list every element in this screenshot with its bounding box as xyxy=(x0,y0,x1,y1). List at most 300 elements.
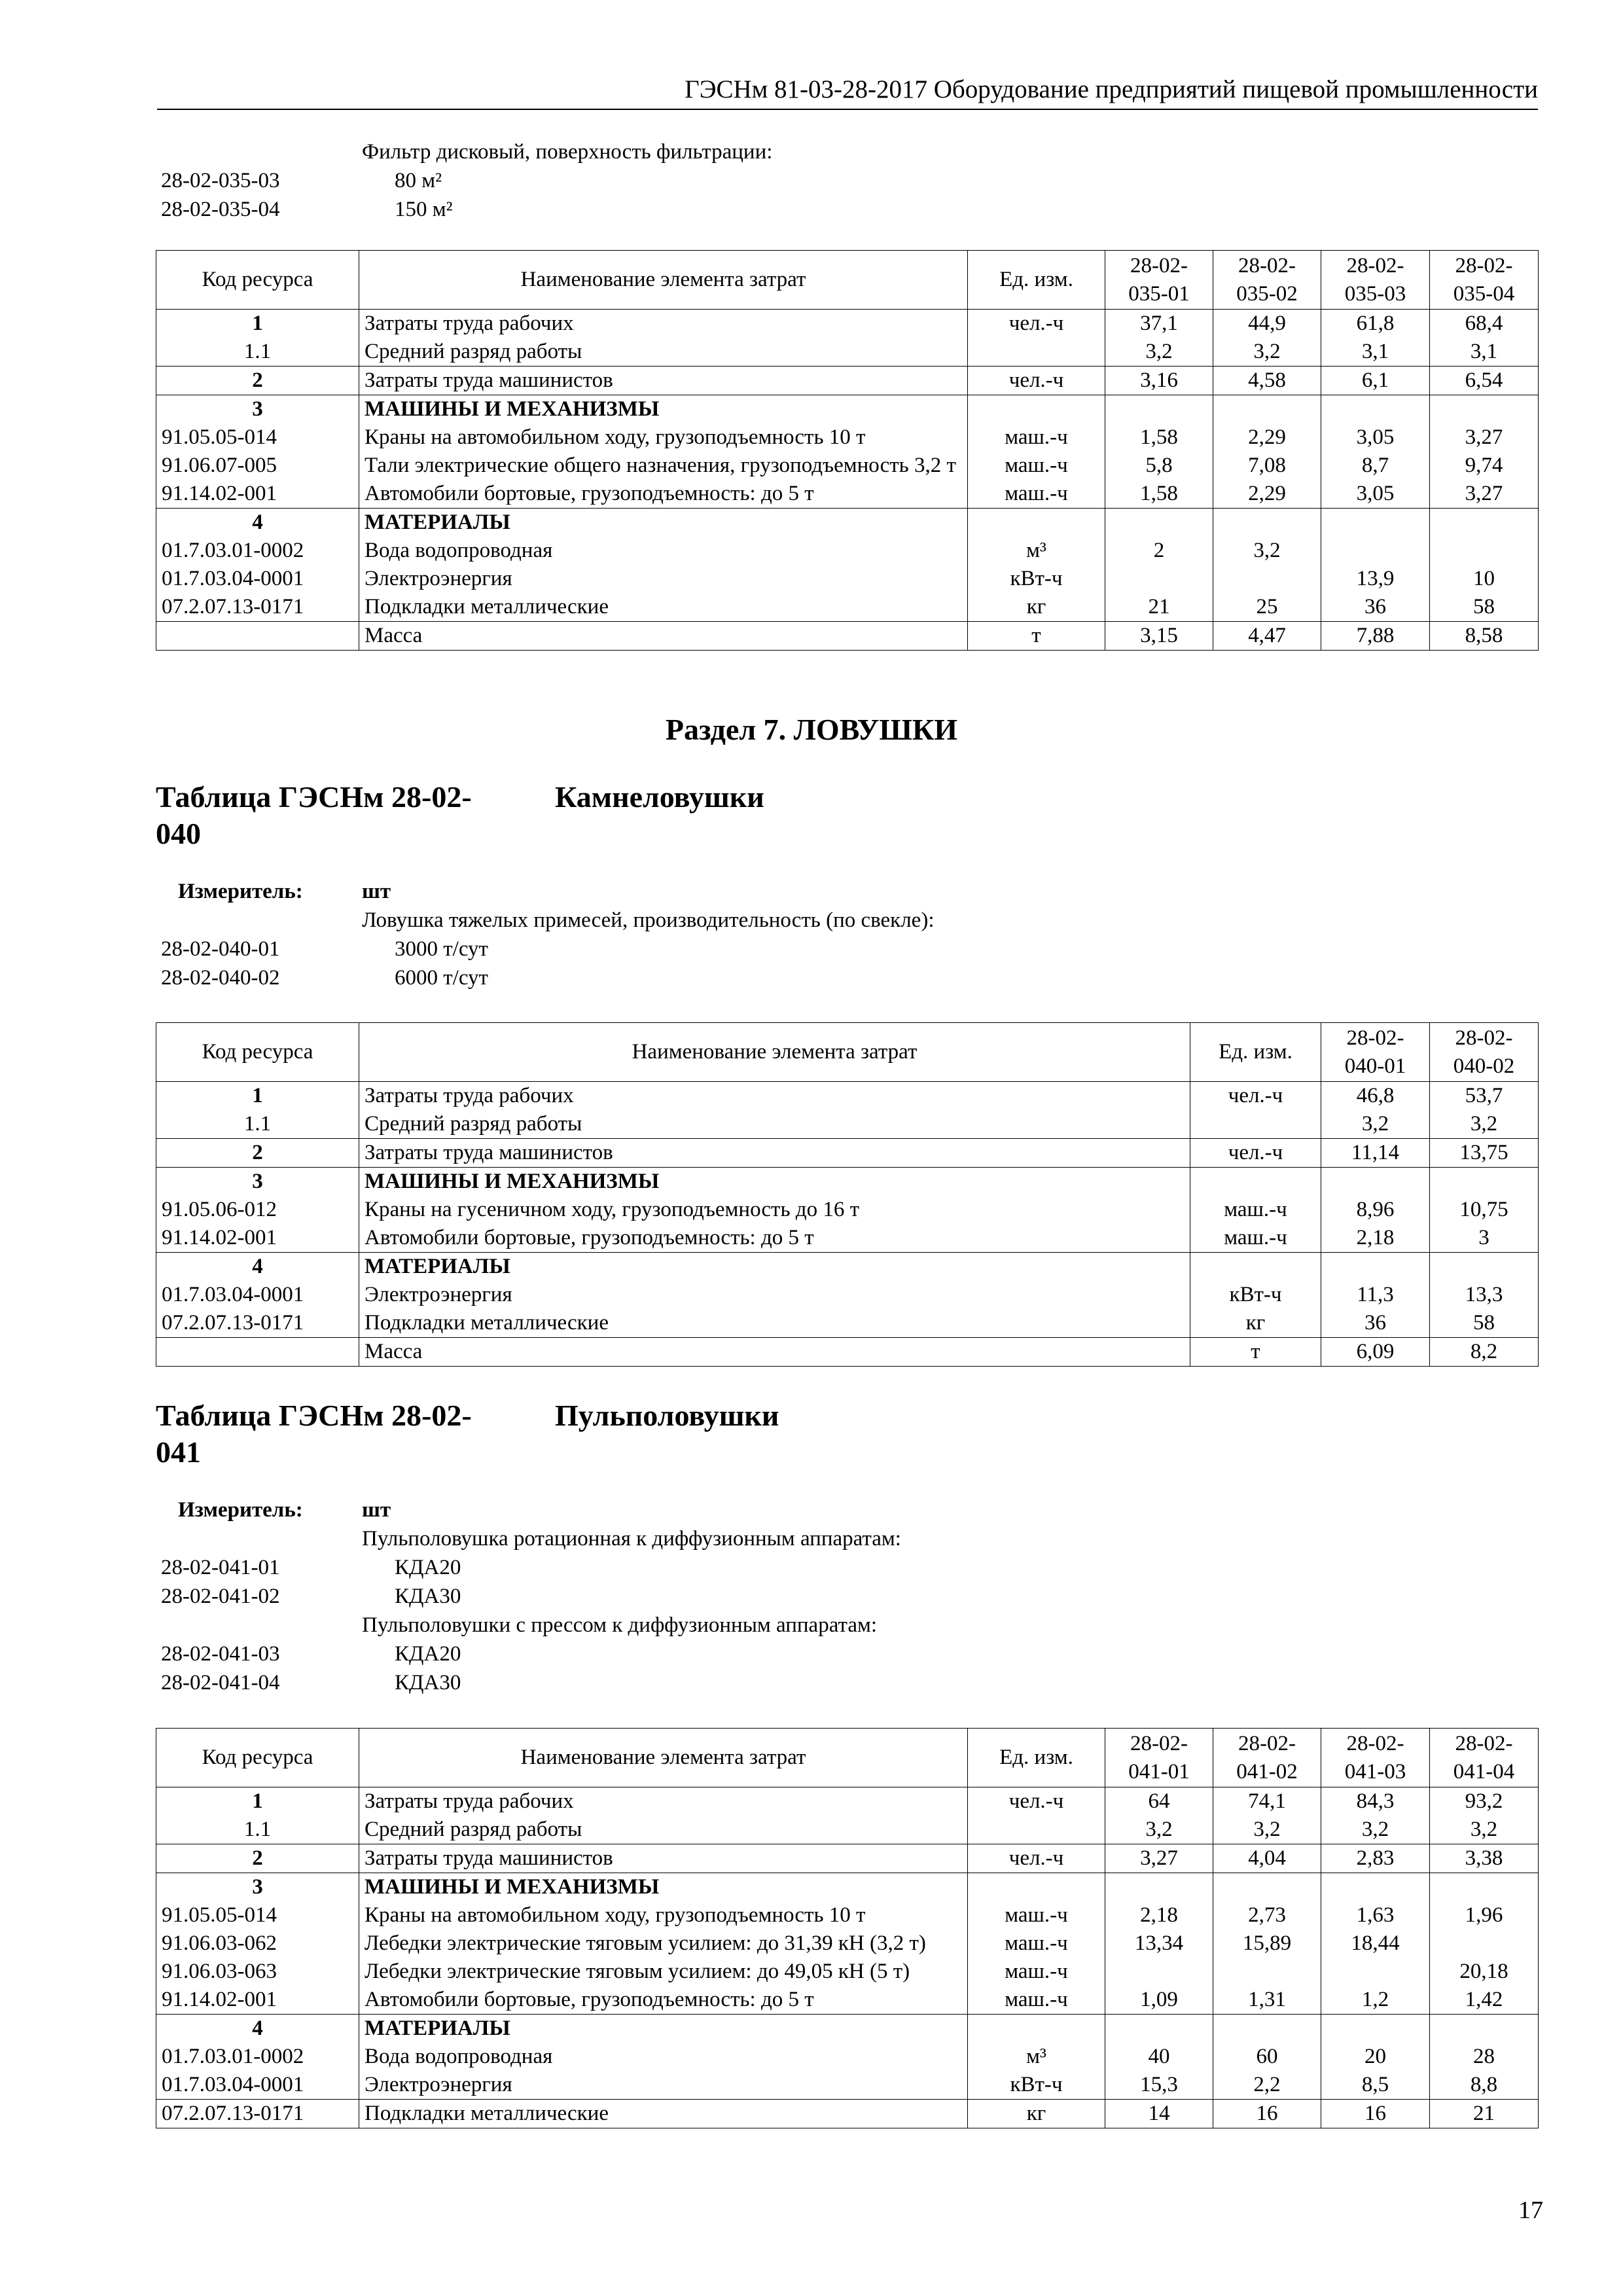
cell-code: 91.14.02-001 xyxy=(156,1986,359,2015)
spec-intro: Фильтр дисковый, поверхность фильтрации: xyxy=(362,140,773,164)
cell-value: 3,27 xyxy=(1105,1844,1213,1873)
cell-name: Затраты труда машинистов xyxy=(359,367,968,395)
cell-value: 21 xyxy=(1430,2100,1539,2128)
cell-name: МАТЕРИАЛЫ xyxy=(359,2015,968,2043)
cell-value: 18,44 xyxy=(1321,1929,1430,1958)
cell-name: Электроэнергия xyxy=(359,2071,968,2100)
table-row xyxy=(156,1338,1539,1367)
page-number: 17 xyxy=(1518,2197,1543,2224)
cell-value: 3,27 xyxy=(1430,423,1539,452)
cell-value: 1,31 xyxy=(1213,1986,1321,2015)
col-value-header: 28-02- 035-01 xyxy=(1105,251,1213,310)
cell-name: Краны на гусеничном ходу, грузоподъемность до 16 т xyxy=(359,1196,1190,1224)
cell-name: Лебедки электрические тяговым усилием: до 49,05 кН (5 т) xyxy=(359,1958,968,1986)
cell-unit: кВт-ч xyxy=(968,2071,1105,2100)
table-row xyxy=(156,1082,1539,1111)
cell-value: 1,42 xyxy=(1430,1986,1539,2015)
spec-code: 28-02-040-01 xyxy=(161,937,280,961)
cell-value: 53,7 xyxy=(1430,1082,1539,1111)
cell-name: Подкладки металлические xyxy=(359,593,968,622)
cell-value: 1,2 xyxy=(1321,1986,1430,2015)
cell-unit: чел.-ч xyxy=(968,1787,1105,1816)
cell-value xyxy=(1321,1253,1430,1282)
cell-value: 36 xyxy=(1321,593,1430,622)
cell-value: 2,83 xyxy=(1321,1844,1430,1873)
cell-value: 3,2 xyxy=(1213,1816,1321,1844)
col-name-header: Наименование элемента затрат xyxy=(359,1729,968,1787)
cell-value xyxy=(1321,395,1430,424)
cell-unit: кВт-ч xyxy=(968,565,1105,593)
col-unit-header: Ед. изм. xyxy=(968,1729,1105,1787)
table-row xyxy=(156,480,1539,509)
col-value-header: 28-02- 041-02 xyxy=(1213,1729,1321,1787)
cell-name: Затраты труда рабочих xyxy=(359,310,968,338)
cell-value: 3,05 xyxy=(1321,423,1430,452)
cell-code: 1 xyxy=(156,1787,359,1816)
col-name-header: Наименование элемента затрат xyxy=(359,1023,1190,1082)
cell-unit: маш.-ч xyxy=(1190,1196,1321,1224)
cell-code: 91.14.02-001 xyxy=(156,1224,359,1253)
table-row xyxy=(156,1986,1539,2015)
cell-name: МАТЕРИАЛЫ xyxy=(359,1253,1190,1282)
cell-value xyxy=(1105,2015,1213,2043)
cell-unit: маш.-ч xyxy=(968,452,1105,480)
cell-value: 3,15 xyxy=(1105,622,1213,651)
cell-code: 2 xyxy=(156,1844,359,1873)
cell-value: 68,4 xyxy=(1430,310,1539,338)
cell-code: 4 xyxy=(156,2015,359,2043)
cell-value: 46,8 xyxy=(1321,1082,1430,1111)
cell-value: 8,7 xyxy=(1321,452,1430,480)
cell-name: МАШИНЫ И МЕХАНИЗМЫ xyxy=(359,1873,968,1902)
table-row xyxy=(156,509,1539,537)
cell-value: 3,2 xyxy=(1105,1816,1213,1844)
table-row xyxy=(156,1139,1539,1168)
cell-name: Автомобили бортовые, грузоподъемность: до 5 т xyxy=(359,1986,968,2015)
table-row xyxy=(156,1844,1539,1873)
cell-code xyxy=(156,622,359,651)
cell-value xyxy=(1321,1873,1430,1902)
cell-code: 91.05.05-014 xyxy=(156,423,359,452)
cell-name: Краны на автомобильном ходу, грузоподъемность 10 т xyxy=(359,1901,968,1929)
table-row xyxy=(156,367,1539,395)
cell-value: 58 xyxy=(1430,1309,1539,1338)
cell-value: 2,29 xyxy=(1213,423,1321,452)
cell-value: 3,2 xyxy=(1213,537,1321,565)
cell-name: Затраты труда машинистов xyxy=(359,1139,1190,1168)
cell-unit: маш.-ч xyxy=(968,1901,1105,1929)
spec-code: 28-02-040-02 xyxy=(161,966,280,990)
table-name: Пульполовушки xyxy=(555,1399,779,1432)
spec-text: 3000 т/сут xyxy=(395,937,488,961)
cell-unit xyxy=(968,1816,1105,1844)
cell-unit: кг xyxy=(968,2100,1105,2128)
cell-code: 1 xyxy=(156,310,359,338)
spec-code: 28-02-035-03 xyxy=(161,169,280,192)
table-row xyxy=(156,1281,1539,1309)
table-number: Таблица ГЭСНм 28-02- 041 xyxy=(156,1399,472,1469)
measure-label: Измеритель: xyxy=(178,1498,303,1522)
cell-name: Автомобили бортовые, грузоподъемность: до 5 т xyxy=(359,480,968,509)
cell-value xyxy=(1430,1873,1539,1902)
spec-code: 28-02-041-03 xyxy=(161,1642,280,1666)
cell-name: Масса xyxy=(359,1338,1190,1367)
cell-value: 21 xyxy=(1105,593,1213,622)
cell-value: 64 xyxy=(1105,1787,1213,1816)
spec-text: КДА20 xyxy=(395,1642,461,1666)
table-name: Камнеловушки xyxy=(555,780,764,814)
cell-value xyxy=(1430,395,1539,424)
table-row xyxy=(156,2015,1539,2043)
spec-041 xyxy=(156,1496,1538,1697)
col-code-header: Код ресурса xyxy=(156,251,359,310)
cell-name: Электроэнергия xyxy=(359,565,968,593)
cell-value: 2,18 xyxy=(1105,1901,1213,1929)
cell-value: 13,75 xyxy=(1430,1139,1539,1168)
cell-name: Затраты труда машинистов xyxy=(359,1844,968,1873)
cell-code: 4 xyxy=(156,1253,359,1282)
cell-unit: маш.-ч xyxy=(1190,1224,1321,1253)
cell-value: 6,09 xyxy=(1321,1338,1430,1367)
cell-unit xyxy=(968,2015,1105,2043)
cell-name: Средний разряд работы xyxy=(359,1110,1190,1139)
cell-unit: кг xyxy=(1190,1309,1321,1338)
cell-unit xyxy=(968,1873,1105,1902)
cell-value xyxy=(1430,2015,1539,2043)
spec-code: 28-02-041-01 xyxy=(161,1556,280,1579)
cell-value: 2,2 xyxy=(1213,2071,1321,2100)
table-number: Таблица ГЭСНм 28-02- 040 xyxy=(156,780,472,850)
cell-unit: м³ xyxy=(968,537,1105,565)
cell-code: 07.2.07.13-0171 xyxy=(156,1309,359,1338)
col-value-header: 28-02- 040-01 xyxy=(1321,1023,1430,1082)
cell-unit: маш.-ч xyxy=(968,480,1105,509)
cell-value: 2,29 xyxy=(1213,480,1321,509)
cell-code: 91.06.07-005 xyxy=(156,452,359,480)
table-row xyxy=(156,2100,1539,2128)
table-row xyxy=(156,622,1539,651)
measure-value: шт xyxy=(362,880,391,903)
cell-unit xyxy=(968,395,1105,424)
cell-code: 07.2.07.13-0171 xyxy=(156,593,359,622)
table-row xyxy=(156,1224,1539,1253)
cell-name: МАШИНЫ И МЕХАНИЗМЫ xyxy=(359,395,968,424)
cell-name: Вода водопроводная xyxy=(359,537,968,565)
cell-unit xyxy=(968,338,1105,367)
cell-value: 3,2 xyxy=(1430,1110,1539,1139)
cell-code: 91.06.03-063 xyxy=(156,1958,359,1986)
cell-value: 2,73 xyxy=(1213,1901,1321,1929)
spec-code: 28-02-041-02 xyxy=(161,1585,280,1608)
cell-code xyxy=(156,1338,359,1367)
table-row xyxy=(156,1196,1539,1224)
cell-value: 6,54 xyxy=(1430,367,1539,395)
cell-unit: маш.-ч xyxy=(968,423,1105,452)
cell-value: 61,8 xyxy=(1321,310,1430,338)
cell-unit: чел.-ч xyxy=(968,1844,1105,1873)
cell-value: 5,8 xyxy=(1105,452,1213,480)
cell-unit: т xyxy=(968,622,1105,651)
cell-unit: чел.-ч xyxy=(1190,1082,1321,1111)
cell-value xyxy=(1105,1873,1213,1902)
cell-value: 10 xyxy=(1430,565,1539,593)
cell-unit: т xyxy=(1190,1338,1321,1367)
cell-value xyxy=(1213,2015,1321,2043)
col-value-header: 28-02- 041-03 xyxy=(1321,1729,1430,1787)
cell-value: 8,58 xyxy=(1430,622,1539,651)
col-value-header: 28-02- 041-04 xyxy=(1430,1729,1539,1787)
cell-name: Подкладки металлические xyxy=(359,1309,1190,1338)
col-code-header: Код ресурса xyxy=(156,1729,359,1787)
cell-value: 3,2 xyxy=(1213,338,1321,367)
table-row xyxy=(156,310,1539,338)
cell-value: 9,74 xyxy=(1430,452,1539,480)
cell-value: 3,2 xyxy=(1430,1816,1539,1844)
cell-value: 4,04 xyxy=(1213,1844,1321,1873)
cell-value: 74,1 xyxy=(1213,1787,1321,1816)
table-row xyxy=(156,1958,1539,1986)
cell-value: 11,3 xyxy=(1321,1281,1430,1309)
cell-value xyxy=(1430,509,1539,537)
cell-code: 3 xyxy=(156,395,359,424)
cell-value: 16 xyxy=(1321,2100,1430,2128)
cell-value xyxy=(1105,509,1213,537)
cell-code: 1 xyxy=(156,1082,359,1111)
cell-unit: чел.-ч xyxy=(968,310,1105,338)
cell-value: 93,2 xyxy=(1430,1787,1539,1816)
table-row xyxy=(156,1253,1539,1282)
cell-value: 13,34 xyxy=(1105,1929,1213,1958)
spec-text: КДА20 xyxy=(395,1556,461,1579)
cell-value: 8,8 xyxy=(1430,2071,1539,2100)
cell-name: МАШИНЫ И МЕХАНИЗМЫ xyxy=(359,1168,1190,1196)
cell-value xyxy=(1430,1168,1539,1196)
cell-unit: маш.-ч xyxy=(968,1929,1105,1958)
spec-text: 150 м² xyxy=(395,198,453,221)
cell-name: Подкладки металлические xyxy=(359,2100,968,2128)
cell-code: 01.7.03.04-0001 xyxy=(156,1281,359,1309)
cell-value: 2,18 xyxy=(1321,1224,1430,1253)
cell-value: 8,96 xyxy=(1321,1196,1430,1224)
cell-value: 15,89 xyxy=(1213,1929,1321,1958)
cell-name: Тали электрические общего назначения, грузоподъемность 3,2 т xyxy=(359,452,968,480)
cell-value: 1,63 xyxy=(1321,1901,1430,1929)
cell-value xyxy=(1321,1168,1430,1196)
table-row xyxy=(156,1901,1539,1929)
cell-code: 07.2.07.13-0171 xyxy=(156,2100,359,2128)
spec-text: 80 м² xyxy=(395,169,442,192)
cell-code: 4 xyxy=(156,509,359,537)
cell-value: 1,58 xyxy=(1105,480,1213,509)
cell-name: Затраты труда рабочих xyxy=(359,1787,968,1816)
cell-value: 14 xyxy=(1105,2100,1213,2128)
cell-code: 91.14.02-001 xyxy=(156,480,359,509)
table-row xyxy=(156,395,1539,424)
cell-value: 1,09 xyxy=(1105,1986,1213,2015)
cell-unit: кг xyxy=(968,593,1105,622)
cell-value: 16 xyxy=(1213,2100,1321,2128)
cell-code: 1.1 xyxy=(156,1110,359,1139)
col-code-header: Код ресурса xyxy=(156,1023,359,1082)
spec-text: 6000 т/сут xyxy=(395,966,488,990)
cell-value: 3,1 xyxy=(1321,338,1430,367)
cell-unit: кВт-ч xyxy=(1190,1281,1321,1309)
table-title-040 xyxy=(156,779,764,852)
cell-value: 10,75 xyxy=(1430,1196,1539,1224)
table-title-041 xyxy=(156,1397,779,1471)
cell-code: 2 xyxy=(156,1139,359,1168)
cell-value: 15,3 xyxy=(1105,2071,1213,2100)
cell-code: 2 xyxy=(156,367,359,395)
cell-value: 1,58 xyxy=(1105,423,1213,452)
cell-value: 58 xyxy=(1430,593,1539,622)
cell-code: 91.06.03-062 xyxy=(156,1929,359,1958)
resource-table-035 xyxy=(156,250,1539,651)
spec-text: КДА30 xyxy=(395,1585,461,1608)
cell-code: 1.1 xyxy=(156,1816,359,1844)
cell-value: 11,14 xyxy=(1321,1139,1430,1168)
spec-intro: Ловушка тяжелых примесей, производительность (по свекле): xyxy=(362,908,935,932)
measure-label: Измеритель: xyxy=(178,880,303,903)
col-name-header: Наименование элемента затрат xyxy=(359,251,968,310)
cell-value: 60 xyxy=(1213,2043,1321,2071)
cell-value: 40 xyxy=(1105,2043,1213,2071)
table-row xyxy=(156,537,1539,565)
cell-value: 36 xyxy=(1321,1309,1430,1338)
cell-value: 3,1 xyxy=(1430,338,1539,367)
table-row xyxy=(156,338,1539,367)
cell-value: 44,9 xyxy=(1213,310,1321,338)
spec-intro: Пульполовушка ротационная к диффузионным аппаратам: xyxy=(362,1527,901,1551)
cell-unit xyxy=(968,509,1105,537)
section-title: Раздел 7. ЛОВУШКИ xyxy=(665,713,958,746)
cell-code: 01.7.03.01-0002 xyxy=(156,537,359,565)
cell-name: Вода водопроводная xyxy=(359,2043,968,2071)
col-unit-header: Ед. изм. xyxy=(1190,1023,1321,1082)
measure-value: шт xyxy=(362,1498,391,1522)
cell-value: 20 xyxy=(1321,2043,1430,2071)
col-value-header: 28-02- 035-04 xyxy=(1430,251,1539,310)
cell-value: 3,2 xyxy=(1321,1110,1430,1139)
cell-value xyxy=(1213,1873,1321,1902)
cell-value xyxy=(1105,395,1213,424)
cell-value: 3,16 xyxy=(1105,367,1213,395)
col-value-header: 28-02- 041-01 xyxy=(1105,1729,1213,1787)
spec-intro: Пульполовушки с прессом к диффузионным аппаратам: xyxy=(362,1613,878,1637)
cell-value xyxy=(1430,1929,1539,1958)
cell-value: 8,2 xyxy=(1430,1338,1539,1367)
cell-name: Масса xyxy=(359,622,968,651)
cell-value xyxy=(1321,537,1430,565)
cell-unit: м³ xyxy=(968,2043,1105,2071)
cell-value: 2 xyxy=(1105,537,1213,565)
cell-unit: маш.-ч xyxy=(968,1986,1105,2015)
cell-value xyxy=(1430,537,1539,565)
cell-code: 1.1 xyxy=(156,338,359,367)
cell-unit xyxy=(1190,1110,1321,1139)
spec-code: 28-02-035-04 xyxy=(161,198,280,221)
table-row xyxy=(156,565,1539,593)
cell-value: 4,47 xyxy=(1213,622,1321,651)
table-row xyxy=(156,423,1539,452)
cell-value: 13,9 xyxy=(1321,565,1430,593)
cell-code: 01.7.03.04-0001 xyxy=(156,2071,359,2100)
col-unit-header: Ед. изм. xyxy=(968,251,1105,310)
cell-code: 01.7.03.01-0002 xyxy=(156,2043,359,2071)
table-row xyxy=(156,1110,1539,1139)
cell-value: 3,2 xyxy=(1105,338,1213,367)
cell-value xyxy=(1213,509,1321,537)
col-value-header: 28-02- 035-03 xyxy=(1321,251,1430,310)
spec-text: КДА30 xyxy=(395,1671,461,1695)
resource-table-041 xyxy=(156,1728,1539,2128)
cell-name: Затраты труда рабочих xyxy=(359,1082,1190,1111)
cell-value: 7,08 xyxy=(1213,452,1321,480)
top-spec xyxy=(156,137,1538,224)
cell-value: 8,5 xyxy=(1321,2071,1430,2100)
table-row xyxy=(156,1787,1539,1816)
cell-name: Лебедки электрические тяговым усилием: до 31,39 кН (3,2 т) xyxy=(359,1929,968,1958)
cell-unit xyxy=(1190,1253,1321,1282)
cell-value: 3,38 xyxy=(1430,1844,1539,1873)
table-row xyxy=(156,1929,1539,1958)
table-row xyxy=(156,593,1539,622)
cell-name: Автомобили бортовые, грузоподъемность: до 5 т xyxy=(359,1224,1190,1253)
cell-unit: маш.-ч xyxy=(968,1958,1105,1986)
cell-name: МАТЕРИАЛЫ xyxy=(359,509,968,537)
cell-value: 6,1 xyxy=(1321,367,1430,395)
cell-value: 3,2 xyxy=(1321,1816,1430,1844)
table-row xyxy=(156,1873,1539,1902)
cell-value: 20,18 xyxy=(1430,1958,1539,1986)
table-row xyxy=(156,2071,1539,2100)
cell-code: 3 xyxy=(156,1168,359,1196)
table-row xyxy=(156,1816,1539,1844)
cell-code: 01.7.03.04-0001 xyxy=(156,565,359,593)
spec-code: 28-02-041-04 xyxy=(161,1671,280,1695)
cell-value: 3,05 xyxy=(1321,480,1430,509)
cell-value xyxy=(1105,565,1213,593)
cell-value xyxy=(1213,395,1321,424)
table-row xyxy=(156,1168,1539,1196)
cell-value xyxy=(1430,1253,1539,1282)
cell-value: 7,88 xyxy=(1321,622,1430,651)
cell-value xyxy=(1213,1958,1321,1986)
resource-table-040 xyxy=(156,1022,1539,1367)
cell-value: 4,58 xyxy=(1213,367,1321,395)
table-row xyxy=(156,2043,1539,2071)
cell-unit: чел.-ч xyxy=(968,367,1105,395)
cell-value: 3 xyxy=(1430,1224,1539,1253)
cell-unit xyxy=(1190,1168,1321,1196)
page-header: ГЭСНм 81-03-28-2017 Оборудование предприятий пищевой промышленности xyxy=(157,73,1538,110)
cell-name: Средний разряд работы xyxy=(359,338,968,367)
cell-code: 3 xyxy=(156,1873,359,1902)
cell-name: Краны на автомобильном ходу, грузоподъемность 10 т xyxy=(359,423,968,452)
cell-value xyxy=(1321,509,1430,537)
cell-value xyxy=(1213,565,1321,593)
cell-value xyxy=(1321,1958,1430,1986)
cell-value xyxy=(1321,2015,1430,2043)
spec-040 xyxy=(156,877,1538,992)
cell-value: 28 xyxy=(1430,2043,1539,2071)
cell-name: Средний разряд работы xyxy=(359,1816,968,1844)
table-row xyxy=(156,1309,1539,1338)
col-value-header: 28-02- 035-02 xyxy=(1213,251,1321,310)
cell-value: 84,3 xyxy=(1321,1787,1430,1816)
cell-value: 1,96 xyxy=(1430,1901,1539,1929)
cell-unit: чел.-ч xyxy=(1190,1139,1321,1168)
